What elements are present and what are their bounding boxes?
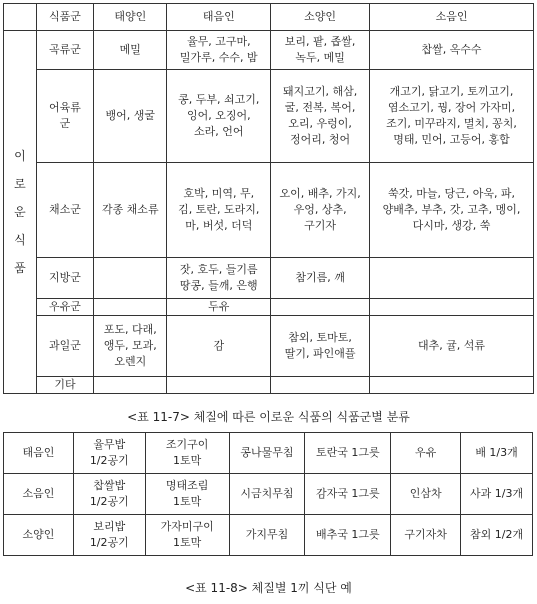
- side-label: 이 로 운 식 품: [4, 31, 37, 394]
- taeyang-cell: 메밀: [94, 31, 167, 70]
- taeeum-cell: 호박, 미역, 무, 김, 토란, 도라지, 마, 버섯, 더덕: [167, 163, 271, 258]
- food-group-cell: 곡류군: [36, 31, 93, 70]
- constitution-cell: 태음인: [4, 433, 74, 474]
- meal-plan-table: [3, 432, 533, 556]
- meal-item-cell: 감자국 1그릇: [305, 474, 391, 515]
- food-group-cell: 과일군: [36, 316, 93, 377]
- meal-item-cell: 시금치무침: [229, 474, 305, 515]
- meal-row: [4, 515, 533, 556]
- taeyang-cell: 각종 채소류: [94, 163, 167, 258]
- food-group-cell: 기타: [36, 377, 93, 394]
- soyang-cell: [271, 299, 370, 316]
- table-row: [4, 163, 534, 258]
- table-caption-11-8: <표 11-8> 체질별 1끼 식단 예: [185, 581, 352, 595]
- taeeum-cell: [167, 377, 271, 394]
- table-caption-11-7: <표 11-7> 체질에 따른 이로운 식품의 식품군별 분류: [127, 410, 410, 424]
- header-cell: 식품군: [36, 4, 93, 31]
- soyang-cell: 참외, 토마토, 딸기, 파인애플: [271, 316, 370, 377]
- soeum-cell: 개고기, 닭고기, 토끼고기, 염소고기, 꿩, 장어 가자미, 조기, 미꾸라지, 멸치, 꽁치, 명태, 민어, 고등어, 홍합: [370, 70, 534, 163]
- soeum-cell: 쑥갓, 마늘, 당근, 아욱, 파, 양배추, 부추, 갓, 고추, 멩이, 다시마, 생강, 쑥: [370, 163, 534, 258]
- meal-item-cell: 배추국 1그릇: [305, 515, 391, 556]
- meal-item-cell: 가지무침: [229, 515, 305, 556]
- soyang-cell: 돼지고기, 해삼, 굴, 전복, 복어, 오리, 우렁이, 정어리, 청어: [271, 70, 370, 163]
- taeyang-cell: [94, 258, 167, 299]
- soeum-cell: [370, 377, 534, 394]
- meal-row: [4, 474, 533, 515]
- table-row: [4, 70, 534, 163]
- meal-item-cell: 사과 1/3개: [461, 474, 533, 515]
- taeyang-cell: [94, 299, 167, 316]
- soeum-cell: 찹쌀, 옥수수: [370, 31, 534, 70]
- table-row: [4, 299, 534, 316]
- soyang-cell: [271, 377, 370, 394]
- meal-item-cell: 토란국 1그릇: [305, 433, 391, 474]
- taeyang-cell: 뱅어, 생굴: [94, 70, 167, 163]
- header-cell: 태음인: [167, 4, 271, 31]
- meal-item-cell: 참외 1/2개: [461, 515, 533, 556]
- soyang-cell: 보리, 팥, 좁쌀, 녹두, 메밀: [271, 31, 370, 70]
- soeum-cell: [370, 299, 534, 316]
- taeeum-cell: 감: [167, 316, 271, 377]
- meal-item-cell: 우유: [391, 433, 461, 474]
- meal-item-cell: 배 1/3개: [461, 433, 533, 474]
- table-row: [4, 377, 534, 394]
- constitution-cell: 소음인: [4, 474, 74, 515]
- taeeum-cell: 콩, 두부, 쇠고기, 잉어, 오징어, 소라, 언어: [167, 70, 271, 163]
- taeeum-cell: 율무, 고구마, 밀가루, 수수, 밤: [167, 31, 271, 70]
- soeum-cell: [370, 258, 534, 299]
- table-row: [4, 31, 534, 70]
- meal-item-cell: 가자미구이 1토막: [145, 515, 229, 556]
- meal-item-cell: 인삼차: [391, 474, 461, 515]
- constitution-cell: 소양인: [4, 515, 74, 556]
- food-group-cell: 어육류 군: [36, 70, 93, 163]
- soyang-cell: 오이, 배추, 가지, 우엉, 상추, 구기자: [271, 163, 370, 258]
- meal-item-cell: 구기자차: [391, 515, 461, 556]
- meal-item-cell: 조기구이 1토막: [145, 433, 229, 474]
- header-cell: 소음인: [370, 4, 534, 31]
- meal-item-cell: 찹쌀밥 1/2공기: [73, 474, 145, 515]
- table-row: [4, 258, 534, 299]
- taeeum-cell: 두유: [167, 299, 271, 316]
- taeyang-cell: 포도, 다래, 앵두, 모과, 오렌지: [94, 316, 167, 377]
- meal-item-cell: 율무밥 1/2공기: [73, 433, 145, 474]
- header-cell: 태양인: [94, 4, 167, 31]
- food-group-cell: 우유군: [36, 299, 93, 316]
- meal-item-cell: 보리밥 1/2공기: [73, 515, 145, 556]
- taeyang-cell: [94, 377, 167, 394]
- food-group-cell: 채소군: [36, 163, 93, 258]
- taeeum-cell: 잣, 호두, 들기름 땅콩, 들깨, 은행: [167, 258, 271, 299]
- meal-item-cell: 명태조림 1토막: [145, 474, 229, 515]
- meal-row: [4, 433, 533, 474]
- meal-item-cell: 콩나물무침: [229, 433, 305, 474]
- soyang-cell: 참기름, 깨: [271, 258, 370, 299]
- food-group-cell: 지방군: [36, 258, 93, 299]
- header-cell: 소양인: [271, 4, 370, 31]
- food-classification-table: [3, 3, 534, 394]
- table-row: [4, 316, 534, 377]
- corner-cell: [4, 4, 37, 31]
- soeum-cell: 대추, 귤, 석류: [370, 316, 534, 377]
- header-row: [4, 4, 534, 31]
